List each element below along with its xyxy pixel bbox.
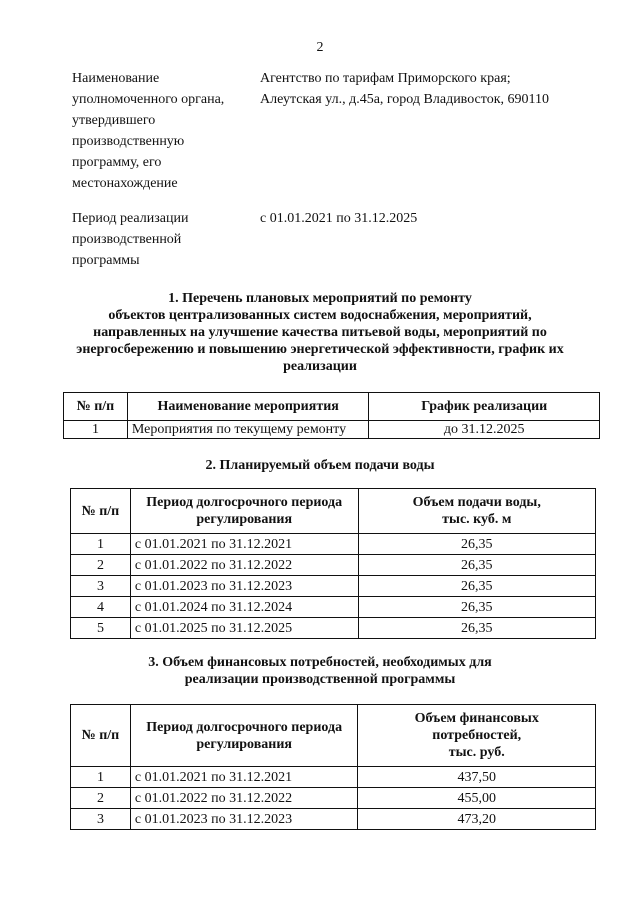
- table-row: [71, 597, 596, 618]
- authority-value-line: Агентство по тарифам Приморского края;: [260, 71, 511, 86]
- row-number: 3: [71, 576, 131, 597]
- table-row: [71, 555, 596, 576]
- row-number: 2: [71, 788, 131, 809]
- header-line: тыс. куб. м: [442, 512, 512, 527]
- authority-label-line: местонахождение: [72, 176, 178, 191]
- section1-title-line: энергосбережению и повышению энергетической эффективности, график их: [76, 342, 564, 357]
- row-period: с 01.01.2022 по 31.12.2022: [130, 788, 358, 809]
- period-label-line: Период реализации: [72, 211, 189, 226]
- section1-title-line: реализации: [283, 359, 357, 374]
- row-period: с 01.01.2023 по 31.12.2023: [130, 809, 358, 830]
- column-header: График реализации: [369, 393, 600, 421]
- section1-title-line: направленных на улучшение качества питьевой воды, мероприятий по: [93, 325, 547, 340]
- row-number: 1: [64, 421, 128, 439]
- column-header-volume: [358, 489, 595, 534]
- authority-label-line: программу, его: [72, 155, 162, 170]
- table-row: [71, 809, 596, 830]
- section3-table: [70, 704, 596, 830]
- section2-title: 2. Планируемый объем подачи воды: [205, 458, 435, 473]
- row-number: 1: [71, 767, 131, 788]
- period-label: [72, 208, 252, 271]
- authority-label: [72, 68, 252, 194]
- measure-schedule: до 31.12.2025: [369, 421, 600, 439]
- section1-title-line: объектов централизованных систем водоснабжения, мероприятий,: [108, 308, 532, 323]
- table-header-row: [64, 393, 600, 421]
- measure-name: Мероприятия по текущему ремонту: [127, 421, 369, 439]
- row-value: 473,20: [358, 809, 596, 830]
- column-header: Наименование мероприятия: [127, 393, 369, 421]
- header-line: Объем финансовых: [414, 711, 539, 726]
- period-value: с 01.01.2021 по 31.12.2025: [260, 211, 418, 226]
- column-header-period: [130, 705, 358, 767]
- header-line: регулирования: [196, 512, 293, 527]
- table-header-row: [71, 705, 596, 767]
- table-row: [71, 767, 596, 788]
- header-line: Объем подачи воды,: [412, 495, 541, 510]
- header-line: потребностей,: [432, 728, 522, 743]
- authority-label-line: уполномоченного органа,: [72, 92, 225, 107]
- column-header: № п/п: [71, 489, 131, 534]
- row-period: с 01.01.2021 по 31.12.2021: [130, 767, 358, 788]
- row-value: 437,50: [358, 767, 596, 788]
- page-number: 2: [316, 40, 324, 55]
- row-number: 5: [71, 618, 131, 639]
- row-period: с 01.01.2023 по 31.12.2023: [130, 576, 358, 597]
- row-period: с 01.01.2025 по 31.12.2025: [130, 618, 358, 639]
- header-line: Период долгосрочного периода: [146, 719, 343, 735]
- section1-title: [40, 290, 600, 375]
- row-period: с 01.01.2022 по 31.12.2022: [130, 555, 358, 576]
- column-header-finance: [358, 705, 596, 767]
- authority-label-line: производственную: [72, 134, 185, 149]
- period-label-line: программы: [72, 253, 140, 268]
- period-label-line: производственной: [72, 232, 182, 247]
- row-value: 26,35: [358, 555, 595, 576]
- table-row: [71, 534, 596, 555]
- column-header: № п/п: [71, 705, 131, 767]
- table-row: [71, 618, 596, 639]
- authority-label-line: Наименование: [72, 71, 160, 86]
- row-value: 26,35: [358, 618, 595, 639]
- header-line: тыс. руб.: [448, 745, 505, 760]
- section2-table: [70, 488, 596, 639]
- row-value: 26,35: [358, 534, 595, 555]
- column-header-period: [130, 489, 358, 534]
- section1-title-line: 1. Перечень плановых мероприятий по ремонту: [168, 291, 472, 306]
- header-line: регулирования: [196, 736, 292, 752]
- row-period: с 01.01.2024 по 31.12.2024: [130, 597, 358, 618]
- row-number: 3: [71, 809, 131, 830]
- authority-value: [260, 68, 610, 110]
- row-number: 2: [71, 555, 131, 576]
- table-row: [71, 576, 596, 597]
- row-value: 455,00: [358, 788, 596, 809]
- column-header: № п/п: [64, 393, 128, 421]
- section3-title-line: 3. Объем финансовых потребностей, необходимых для: [148, 655, 492, 670]
- authority-value-line: Алеутская ул., д.45а, город Владивосток, 690110: [260, 92, 549, 107]
- row-value: 26,35: [358, 576, 595, 597]
- section3-title: [40, 654, 600, 688]
- table-header-row: [71, 489, 596, 534]
- authority-label-line: утвердившего: [72, 113, 156, 128]
- table-row: [71, 788, 596, 809]
- section3-title-line: реализации производственной программы: [184, 672, 456, 687]
- row-number: 1: [71, 534, 131, 555]
- row-number: 4: [71, 597, 131, 618]
- row-period: с 01.01.2021 по 31.12.2021: [130, 534, 358, 555]
- header-line: Период долгосрочного периода: [146, 495, 343, 510]
- section1-table: [63, 392, 600, 439]
- row-value: 26,35: [358, 597, 595, 618]
- table-row: [64, 421, 600, 439]
